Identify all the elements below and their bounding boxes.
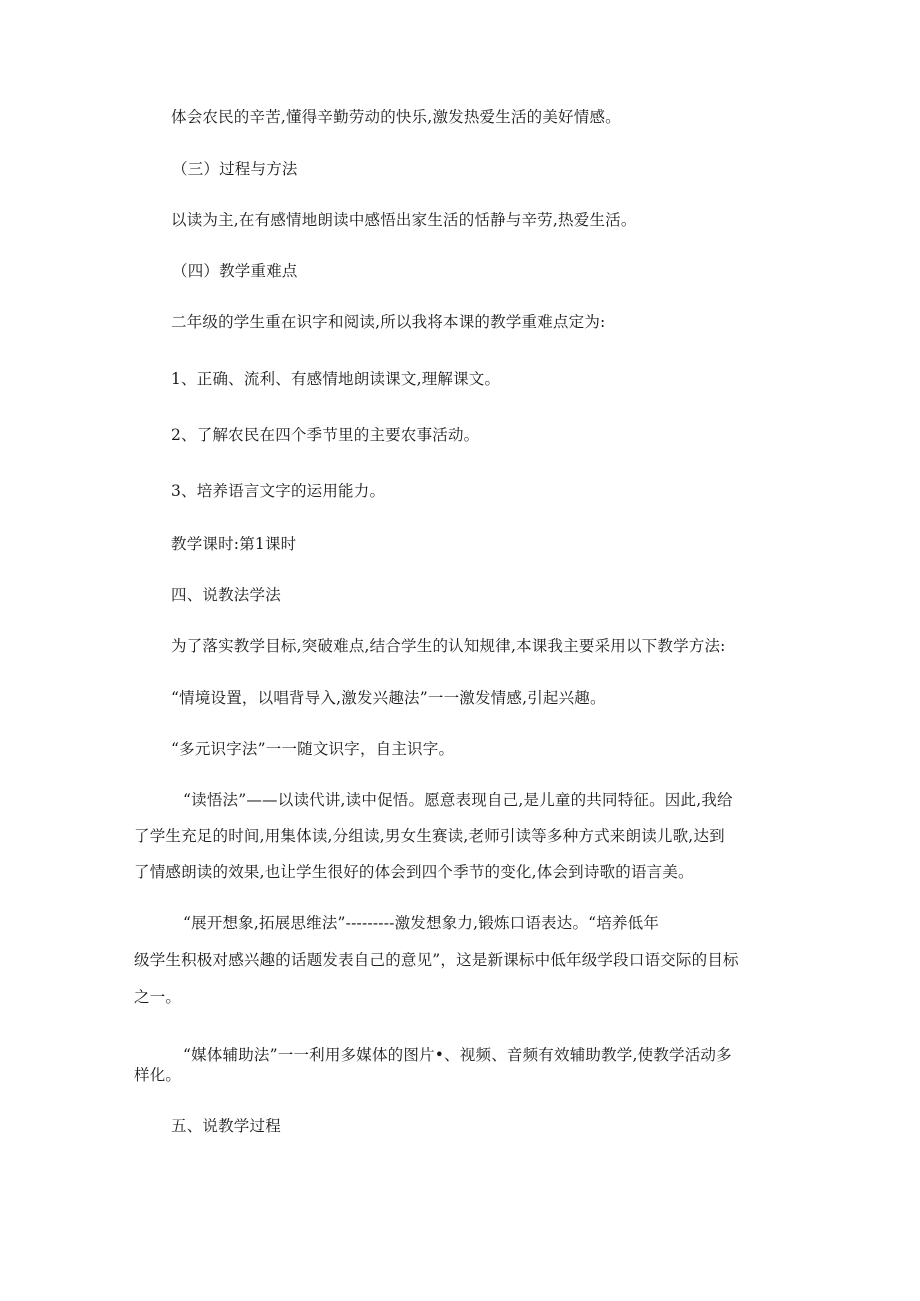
list-item: 3、培养语言文字的运用能力。 [171, 482, 386, 500]
section-heading: （四）教学重难点 [172, 262, 298, 280]
section-heading: 四、说教法学法 [171, 586, 281, 604]
text-line: “媒体辅助法”一一利用多媒体的图片•、视频、音频有效辅助教学,使教学活动多 [183, 1046, 732, 1064]
text-line: 样化。 [134, 1066, 182, 1084]
text-line: 了情感朗读的效果,也让学生很好的体会到四个季节的变化,体会到诗歌的语言美。 [134, 863, 694, 881]
text-line: “展开想象,拓展思维法”---------激发想象力,锻炼口语表达。“培养低年 [183, 914, 660, 932]
text-line: “读悟法”——以读代讲,读中促悟。愿意表现自己,是儿童的共同特征。因此,我给 [183, 791, 733, 809]
text-line: 以读为主,在有感情地朗读中感悟出家生活的恬静与辛劳,热爱生活。 [171, 211, 637, 229]
text-line: 之一。 [134, 988, 182, 1006]
text-line: 体会农民的辛苦,懂得辛勤劳动的快乐,激发热爱生活的美好情感。 [171, 108, 621, 126]
text-line: 了学生充足的时间,用集体读,分组读,男女生赛读,老师引读等多种方式来朗读儿歌,达到 [134, 827, 725, 845]
text-line: 教学课时:第1课时 [171, 535, 297, 553]
text-line: 级学生积极对感兴趣的话题发表自己的意见”，这是新课标中低年级学段口语交际的目标 [134, 951, 739, 969]
text-line: “情境设置，以唱背导入,激发兴趣法”一一激发情感,引起兴趣。 [171, 689, 606, 707]
text-line: 为了落实教学目标,突破难点,结合学生的认知规律,本课我主要采用以下教学方法: [171, 637, 726, 655]
text-line: “多元识字法”一一随文识字，自主识字。 [171, 740, 455, 758]
section-heading: （三）过程与方法 [172, 160, 298, 178]
list-item: 2、了解农民在四个季节里的主要农事活动。 [171, 426, 480, 444]
text-line: 二年级的学生重在识字和阅读,所以我将本课的教学重难点定为: [171, 313, 606, 331]
section-heading: 五、说教学过程 [171, 1117, 281, 1135]
list-item: 1、正确、流利、有感情地朗读课文,理解课文。 [171, 370, 501, 388]
